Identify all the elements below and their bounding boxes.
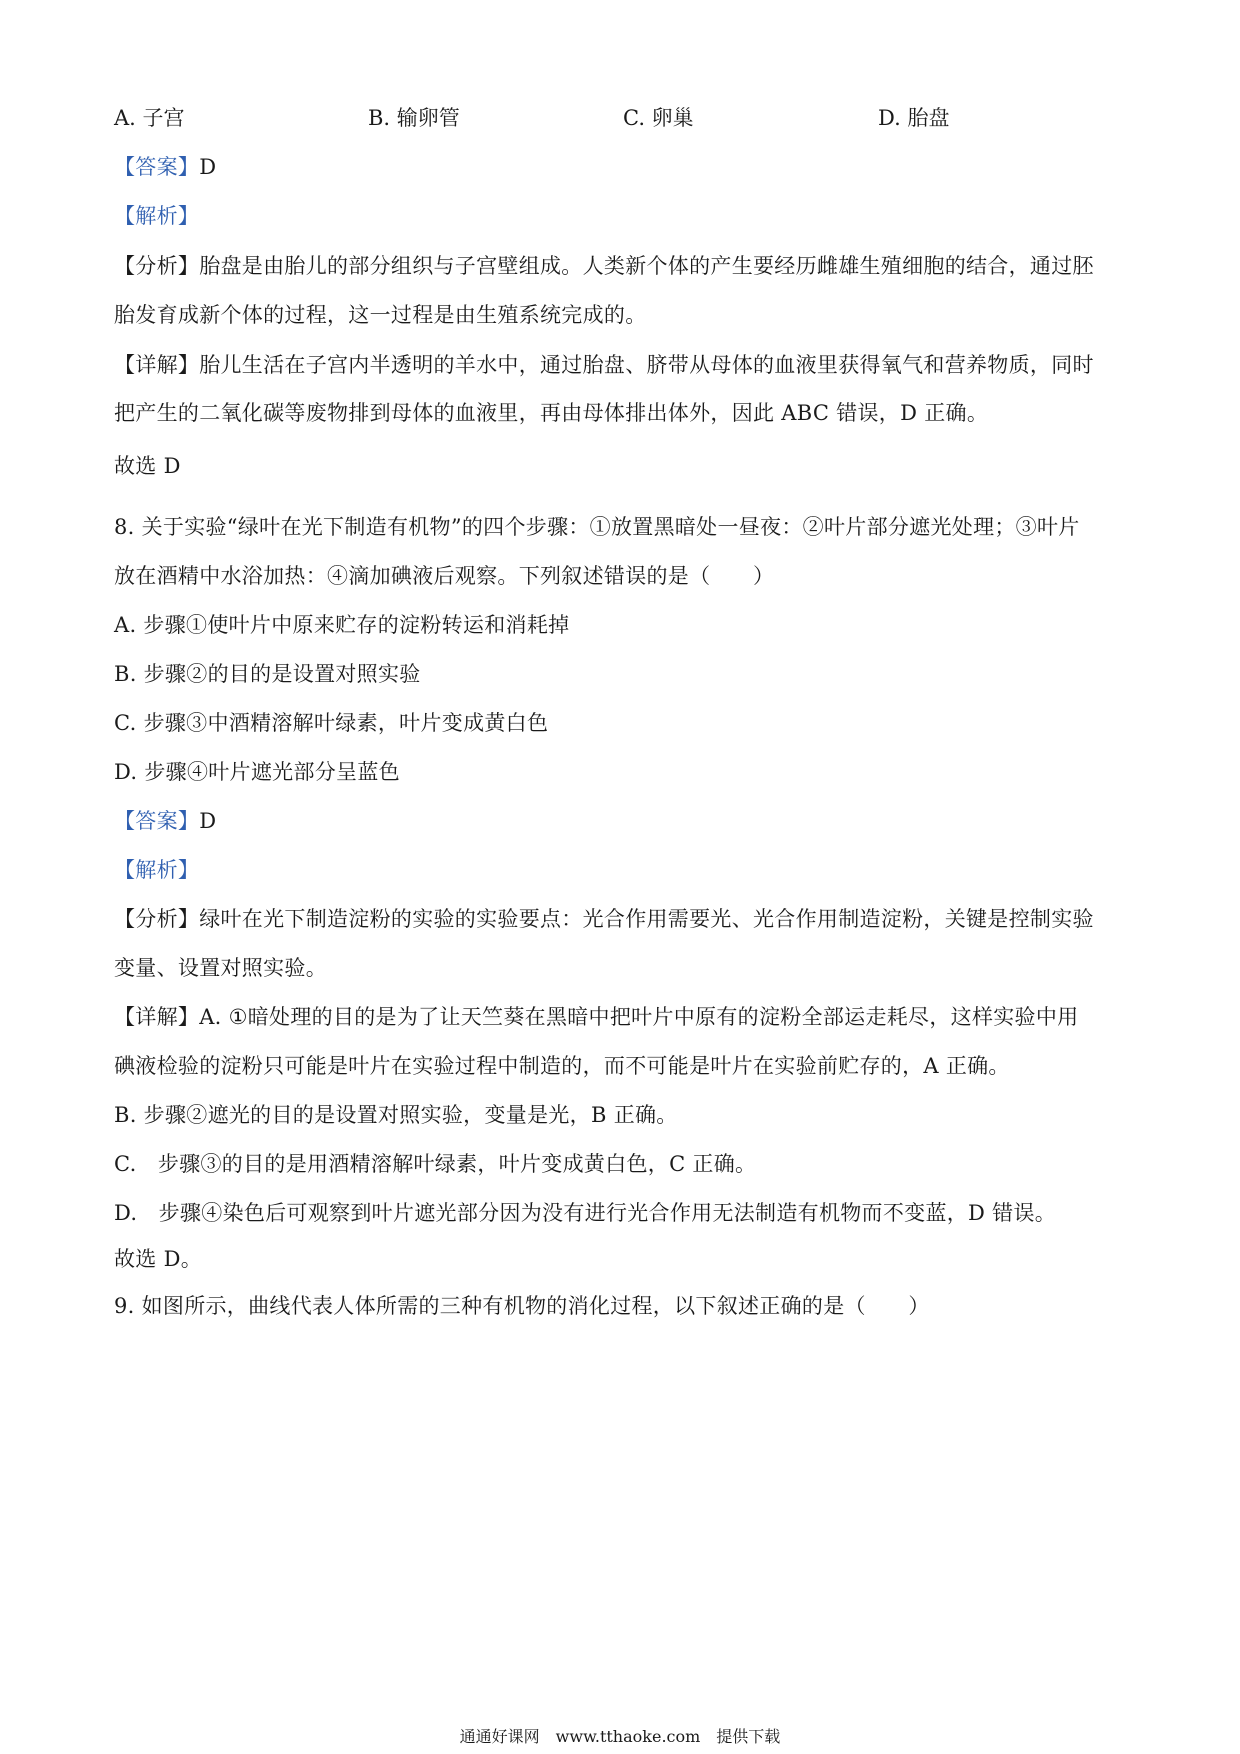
xiangjie-tag: 【详解】 — [114, 353, 200, 377]
q8-explain-b: B. 步骤②遮光的目的是设置对照实验，变量是光，B 正确。 — [114, 1103, 678, 1127]
answer-value: D — [199, 155, 217, 179]
q8-explain-c: C. 步骤③的目的是用酒精溶解叶绿素，叶片变成黄白色，C 正确。 — [114, 1152, 757, 1176]
q8-xiangjie-line1 — [114, 1002, 1078, 1032]
q7-option-b: B. 输卵管 — [368, 106, 460, 130]
q8-option-b: B. 步骤②的目的是设置对照实验 — [114, 662, 421, 686]
q8-conclusion: 故选 D。 — [114, 1247, 203, 1271]
fenxi-text: 胎盘是由胎儿的部分组织与子宫壁组成。人类新个体的产生要经历雌雄生殖细胞的结合，通过胚 — [199, 254, 1094, 278]
answer-value: D — [199, 809, 217, 833]
q7-xiangjie-line2: 把产生的二氧化碳等废物排到母体的血液里，再由母体排出体外，因此 ABC 错误，D 正确。 — [114, 401, 989, 425]
q7-conclusion: 故选 D — [114, 454, 181, 478]
xiangjie-text: 胎儿生活在子宫内半透明的羊水中，通过胎盘、脐带从母体的血液里获得氧气和营养物质，同时 — [199, 353, 1094, 377]
q8-option-c: C. 步骤③中酒精溶解叶绿素，叶片变成黄白色 — [114, 711, 549, 735]
q8-answer — [114, 806, 216, 836]
analysis-tag: 【解析】 — [114, 204, 200, 228]
q7-option-a: A. 子宫 — [114, 106, 185, 130]
q8-fenxi-line1 — [114, 904, 1094, 934]
q7-answer — [114, 152, 216, 182]
fenxi-tag: 【分析】 — [114, 907, 200, 931]
q9-stem: 9. 如图所示，曲线代表人体所需的三种有机物的消化过程，以下叙述正确的是（ ） — [114, 1294, 930, 1318]
xiangjie-tag: 【详解】 — [114, 1005, 200, 1029]
q7-xiangjie-line1 — [114, 350, 1094, 380]
page-footer: 通通好课网 www.tthaoke.com 提供下载 — [459, 1727, 781, 1746]
answer-tag: 【答案】 — [114, 155, 200, 179]
q8-analysis-heading — [114, 855, 199, 885]
q8-stem-line1: 8. 关于实验“绿叶在光下制造有机物”的四个步骤：①放置黑暗处一昼夜：②叶片部分遮光处理；③叶片 — [114, 515, 1080, 539]
q8-option-d: D. 步骤④叶片遮光部分呈蓝色 — [114, 760, 400, 784]
xiangjie-text: A. ①暗处理的目的是为了让天竺葵在黑暗中把叶片中原有的淀粉全部运走耗尽，这样实验中用 — [199, 1005, 1079, 1029]
q8-explain-d: D. 步骤④染色后可观察到叶片遮光部分因为没有进行光合作用无法制造有机物而不变蓝，D 错误。 — [114, 1201, 1057, 1225]
fenxi-text: 绿叶在光下制造淀粉的实验的实验要点：光合作用需要光、光合作用制造淀粉，关键是控制实验 — [199, 907, 1094, 931]
q7-option-c: C. 卵巢 — [623, 106, 694, 130]
q7-fenxi-line1 — [114, 251, 1094, 281]
analysis-tag: 【解析】 — [114, 858, 200, 882]
q8-xiangjie-line2: 碘液检验的淀粉只可能是叶片在实验过程中制造的，而不可能是叶片在实验前贮存的，A 正确。 — [114, 1054, 1010, 1078]
q7-option-d: D. 胎盘 — [878, 106, 950, 130]
q8-option-a: A. 步骤①使叶片中原来贮存的淀粉转运和消耗掉 — [114, 613, 570, 637]
q7-analysis-heading — [114, 201, 199, 231]
q8-stem-line2: 放在酒精中水浴加热：④滴加碘液后观察。下列叙述错误的是（ ） — [114, 564, 775, 588]
q8-fenxi-line2: 变量、设置对照实验。 — [114, 956, 327, 980]
q7-fenxi-line2: 胎发育成新个体的过程，这一过程是由生殖系统完成的。 — [114, 303, 647, 327]
answer-tag: 【答案】 — [114, 809, 200, 833]
fenxi-tag: 【分析】 — [114, 254, 200, 278]
